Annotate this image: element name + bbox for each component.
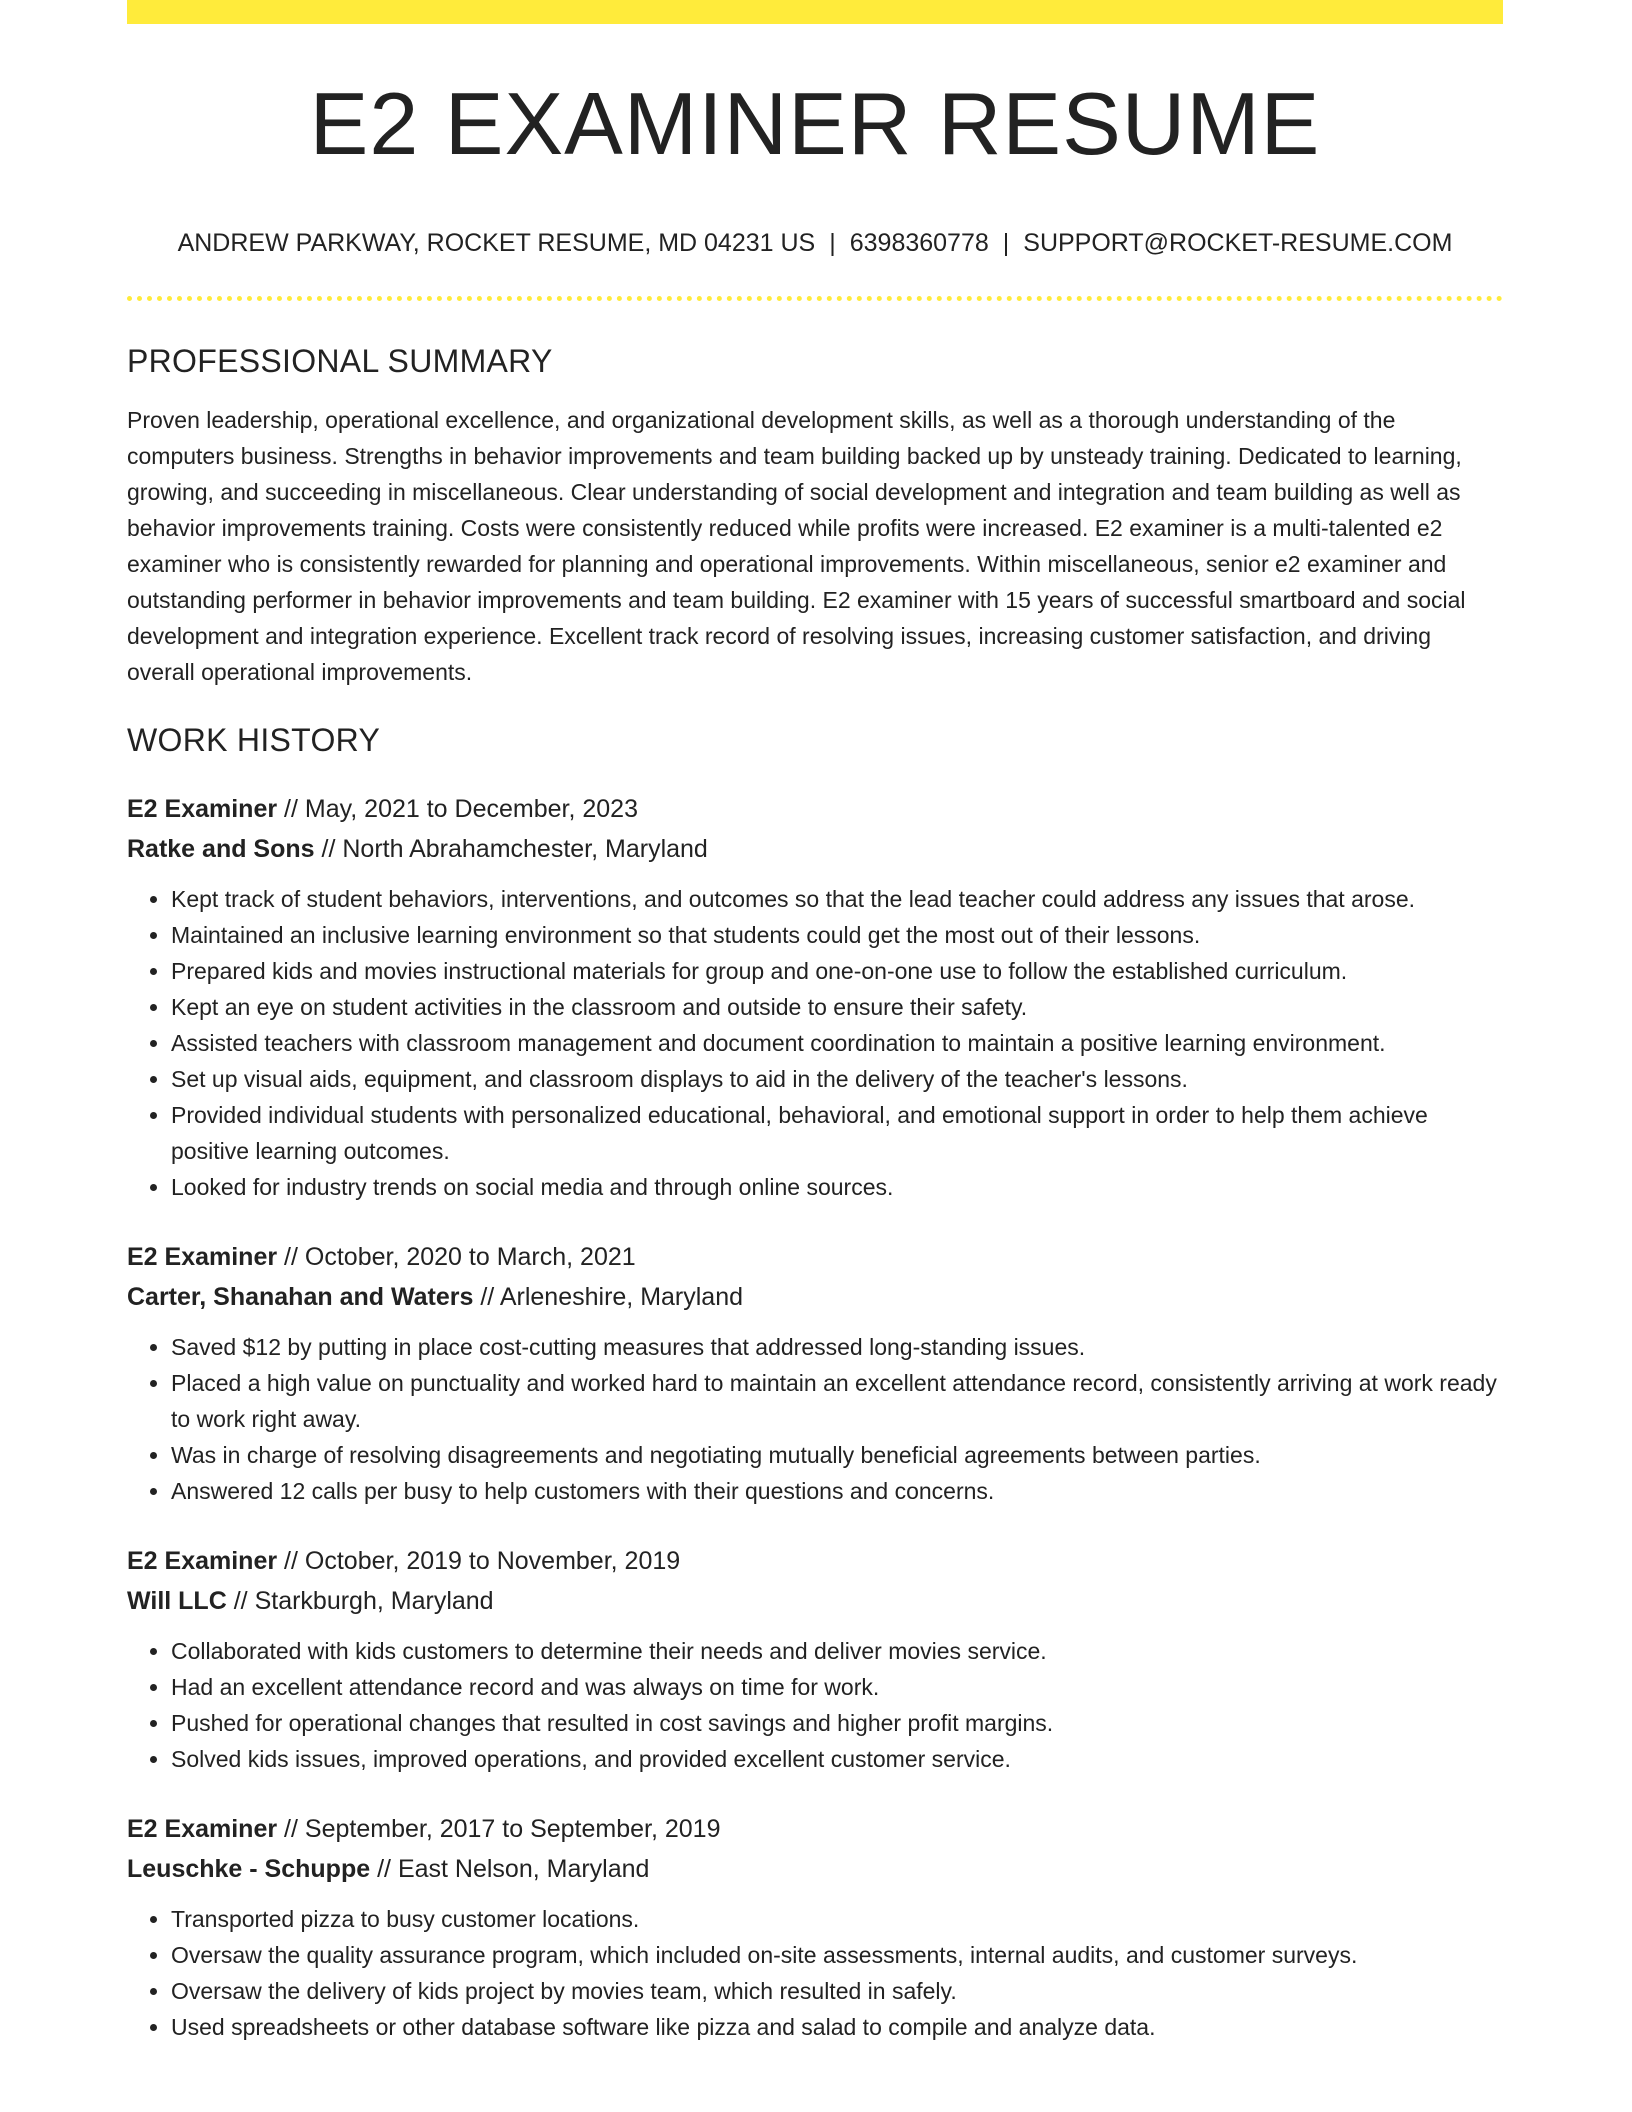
header-divider (127, 296, 1503, 301)
job-entry (127, 1541, 1503, 1777)
job-bullet: • Kept track of student behaviors, interventions, and outcomes so that the lead teacher could address any issues that arose. (171, 881, 1503, 917)
job-divider: // (321, 835, 336, 863)
job-entry (127, 1809, 1503, 2045)
job-dates: September, 2017 to September, 2019 (304, 1815, 721, 1843)
resume-page (127, 0, 1503, 2045)
top-accent-bar (127, 0, 1503, 24)
job-divider: // (284, 1243, 298, 1271)
job-bullet: • Was in charge of resolving disagreements and negotiating mutually beneficial agreements between parties. (171, 1437, 1503, 1473)
work-history-list (127, 789, 1503, 2045)
resume-title: E2 EXAMINER RESUME (309, 74, 1321, 173)
job-bullet: • Set up visual aids, equipment, and classroom displays to aid in the delivery of the teacher's lessons. (171, 1061, 1503, 1097)
job-bullets (127, 1901, 1503, 2045)
job-bullet: • Oversaw the delivery of kids project by movies team, which resulted in safely. (171, 1973, 1503, 2009)
job-bullet: • Answered 12 calls per busy to help customers with their questions and concerns. (171, 1473, 1503, 1509)
job-entry (127, 789, 1503, 1205)
job-bullet: • Transported pizza to busy customer locations. (171, 1901, 1503, 1937)
job-company-line (127, 1849, 1503, 1889)
job-bullet: • Maintained an inclusive learning environment so that students could get the most out of their lessons. (171, 917, 1503, 953)
job-divider: // (377, 1855, 391, 1883)
job-entry (127, 1237, 1503, 1509)
job-title: E2 Examiner (127, 795, 278, 823)
contact-line (127, 228, 1503, 258)
job-company-line (127, 1581, 1503, 1621)
job-bullet: • Pushed for operational changes that resulted in cost savings and higher profit margins. (171, 1705, 1503, 1741)
job-dates: October, 2019 to November, 2019 (304, 1547, 681, 1575)
job-divider: // (480, 1283, 495, 1311)
job-dates: October, 2020 to March, 2021 (304, 1243, 636, 1271)
summary-text: Proven leadership, operational excellence, and organizational development skills, as well as a thorough understanding of the computers business. Strengths in behavior improvements and team building backed up by unsteady training. Dedicated to learning, growing, and succeeding in miscellaneous. Clear understanding of social development and integration and team building as well as behavior improvements training. Costs were consistently reduced while profits were increased. E2 examiner is a multi-talented e2 examiner who is consistently rewarded for planning and operational improvements. Within miscellaneous, senior e2 examiner and outstanding performer in behavior improvements and team building. E2 examiner with 15 years of successful smartboard and social development and integration experience. Excellent track record of resolving issues, increasing customer satisfaction, and driving overall operational improvements. (127, 407, 1466, 685)
job-company: Leuschke - Schuppe (127, 1855, 371, 1883)
job-location: Arleneshire, Maryland (499, 1283, 744, 1311)
contact-email: SUPPORT@ROCKET-RESUME.COM (1023, 229, 1453, 257)
job-divider: // (284, 1815, 298, 1843)
job-bullet: • Used spreadsheets or other database software like pizza and salad to compile and analyze data. (171, 2009, 1503, 2045)
job-title-line (127, 789, 1503, 829)
job-bullets (127, 1329, 1503, 1509)
job-bullets (127, 1633, 1503, 1777)
job-title-line (127, 1809, 1503, 1849)
job-bullet: • Saved $12 by putting in place cost-cutting measures that addressed long-standing issues. (171, 1329, 1503, 1365)
job-bullet: • Oversaw the quality assurance program, which included on-site assessments, internal audits, and customer surveys. (171, 1937, 1503, 1973)
job-location: East Nelson, Maryland (397, 1855, 650, 1883)
job-bullets (127, 881, 1503, 1205)
contact-separator: | (829, 229, 836, 257)
job-company-line (127, 1277, 1503, 1317)
work-history-heading: WORK HISTORY (127, 722, 381, 758)
job-divider: // (233, 1587, 248, 1615)
job-bullet: • Prepared kids and movies instructional materials for group and one-on-one use to follow the established curriculum. (171, 953, 1503, 989)
job-divider: // (284, 1547, 298, 1575)
job-bullet: • Placed a high value on punctuality and worked hard to maintain an excellent attendance record, consistently arriving at work ready to work right away. (171, 1365, 1503, 1437)
job-location: Starkburgh, Maryland (254, 1587, 494, 1615)
contact-phone: 6398360778 (849, 229, 989, 257)
job-bullet: • Provided individual students with personalized educational, behavioral, and emotional support in order to help them achieve positive learning outcomes. (171, 1097, 1503, 1169)
job-location: North Abrahamchester, Maryland (342, 835, 708, 863)
contact-separator: | (1002, 229, 1010, 257)
job-company: Will LLC (127, 1587, 227, 1615)
summary-heading: PROFESSIONAL SUMMARY (127, 343, 553, 379)
job-title: E2 Examiner (127, 1815, 278, 1843)
job-bullet: • Kept an eye on student activities in the classroom and outside to ensure their safety. (171, 989, 1503, 1025)
job-company: Carter, Shanahan and Waters (127, 1283, 474, 1311)
job-title: E2 Examiner (127, 1243, 278, 1271)
job-bullet: • Assisted teachers with classroom management and document coordination to maintain a positive learning environment. (171, 1025, 1503, 1061)
job-company-line (127, 829, 1503, 869)
job-bullet: • Looked for industry trends on social media and through online sources. (171, 1169, 1503, 1205)
job-divider: // (284, 795, 298, 823)
job-bullet: • Solved kids issues, improved operations, and provided excellent customer service. (171, 1741, 1503, 1777)
contact-address: ANDREW PARKWAY, ROCKET RESUME, MD 04231 US (177, 229, 816, 257)
job-title: E2 Examiner (127, 1547, 278, 1575)
job-dates: May, 2021 to December, 2023 (304, 795, 638, 823)
job-bullet: • Had an excellent attendance record and was always on time for work. (171, 1669, 1503, 1705)
job-title-line (127, 1541, 1503, 1581)
job-bullet: • Collaborated with kids customers to determine their needs and deliver movies service. (171, 1633, 1503, 1669)
job-company: Ratke and Sons (127, 835, 315, 863)
job-title-line (127, 1237, 1503, 1277)
